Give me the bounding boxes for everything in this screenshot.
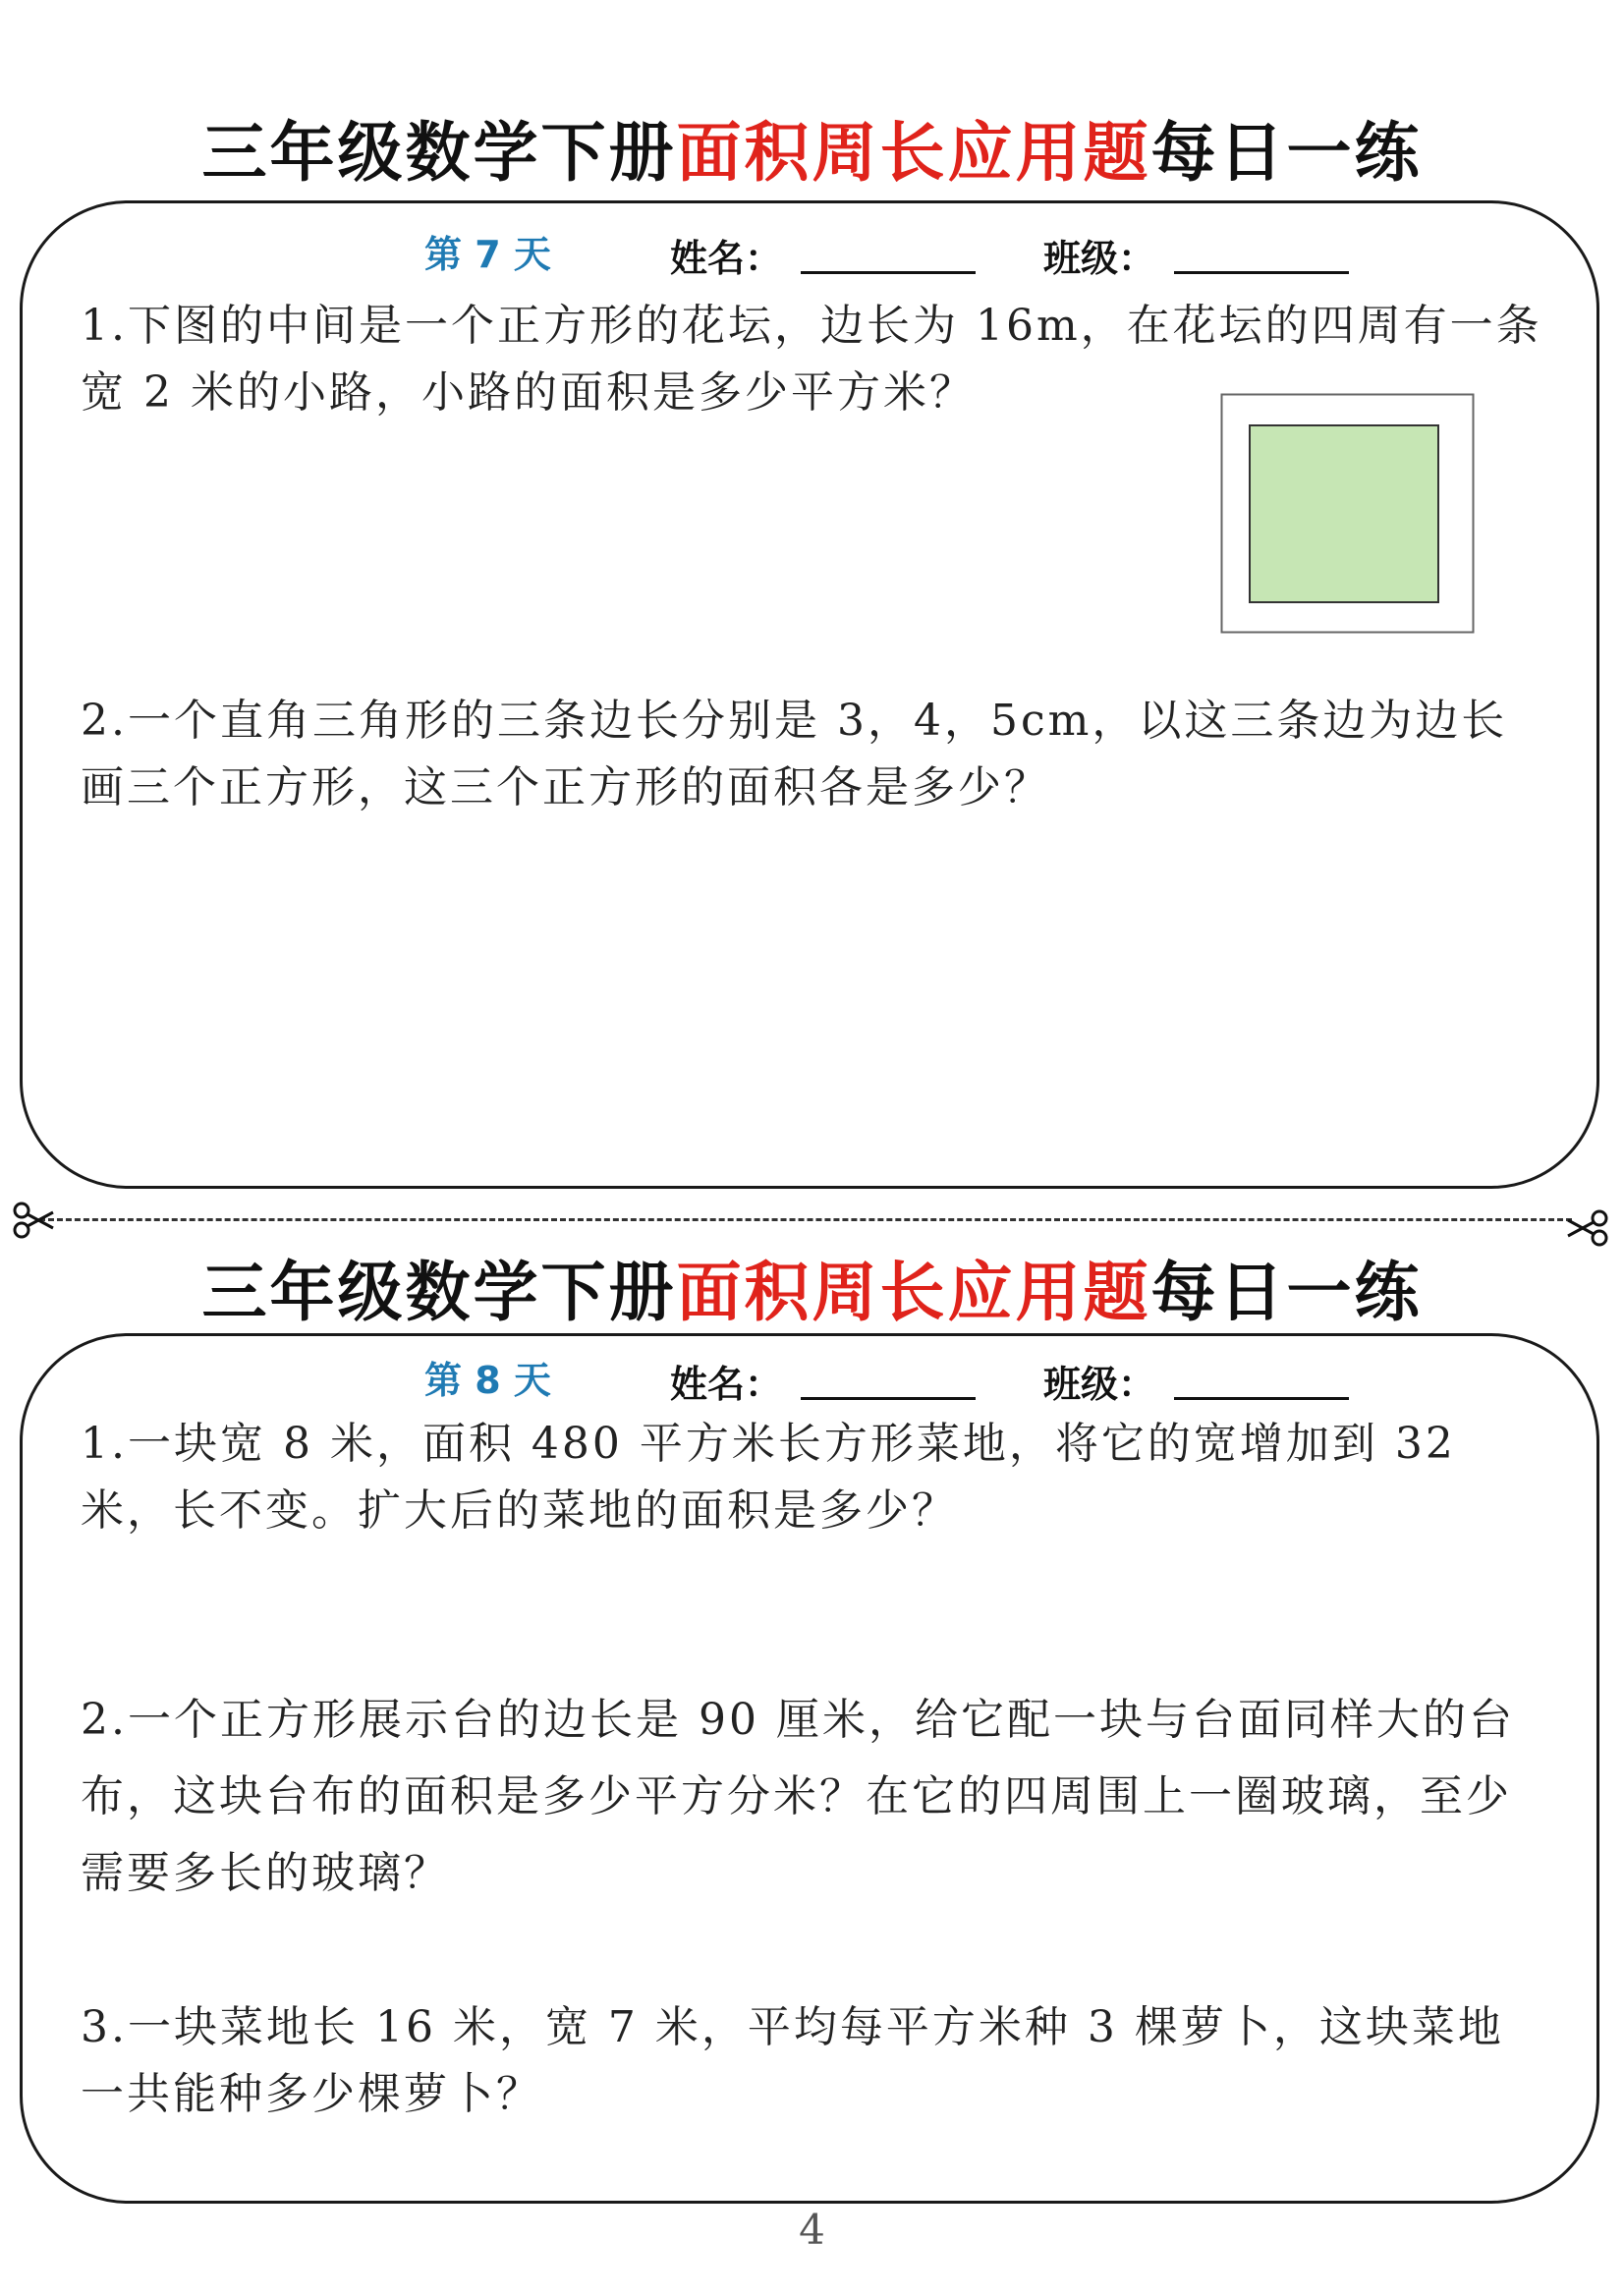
sheet2-question-2: 2.一个正方形展示台的边长是 90 厘米，给它配一块与台面同样大的台布，这块台布的面积是多少平方分米？在它的四周围上一圈玻璃，至少需要多长的玻璃？ [81,1695,1515,1898]
sheet2-name-blank[interactable] [801,1397,976,1400]
sheet1-name-label: 姓名： [670,237,783,280]
sheet2-name-label: 姓名： [670,1363,783,1406]
scissors-icon [10,1197,57,1244]
page-number: 4 [799,2206,825,2254]
sheet2-title: 三年级数学下册面积周长应用题每日一练 [201,1255,1423,1330]
cut-line [39,1218,1572,1221]
sheet2-question-1: 1.一块宽 8 米，面积 480 平方米长方形菜地，将它的宽增加到 32 米，长不变。扩大后的菜地的面积是多少？ [81,1419,1456,1536]
sheet1-class-blank[interactable] [1174,271,1349,274]
sheet2-class-label: 班级： [1043,1363,1156,1406]
flowerbed-square [1250,425,1438,602]
sheet2-day-label: 第 8 天 [424,1359,551,1402]
sheet2-question-3: 3.一块菜地长 16 米，宽 7 米，平均每平方米种 3 棵萝卜，这块菜地一共能种多少棵萝卜？ [81,2002,1504,2119]
sheet1-question-1: 1.下图的中间是一个正方形的花坛，边长为 16m，在花坛的四周有一条宽 2 米的小路，小路的面积是多少平方米？ [81,301,1542,418]
flowerbed-figure [1220,393,1476,635]
sheet1-name-blank[interactable] [801,271,976,274]
sheet2-class-blank[interactable] [1174,1397,1349,1400]
sheet1-class-label: 班级： [1043,237,1156,280]
sheet1-day-label: 第 7 天 [424,233,551,276]
sheet1-question-2: 2.一个直角三角形的三条边长分别是 3，4，5cm，以这三条边为边长画三个正方形，这三个正方形的面积各是多少？ [81,696,1508,812]
sheet1-title: 三年级数学下册面积周长应用题每日一练 [201,115,1423,191]
